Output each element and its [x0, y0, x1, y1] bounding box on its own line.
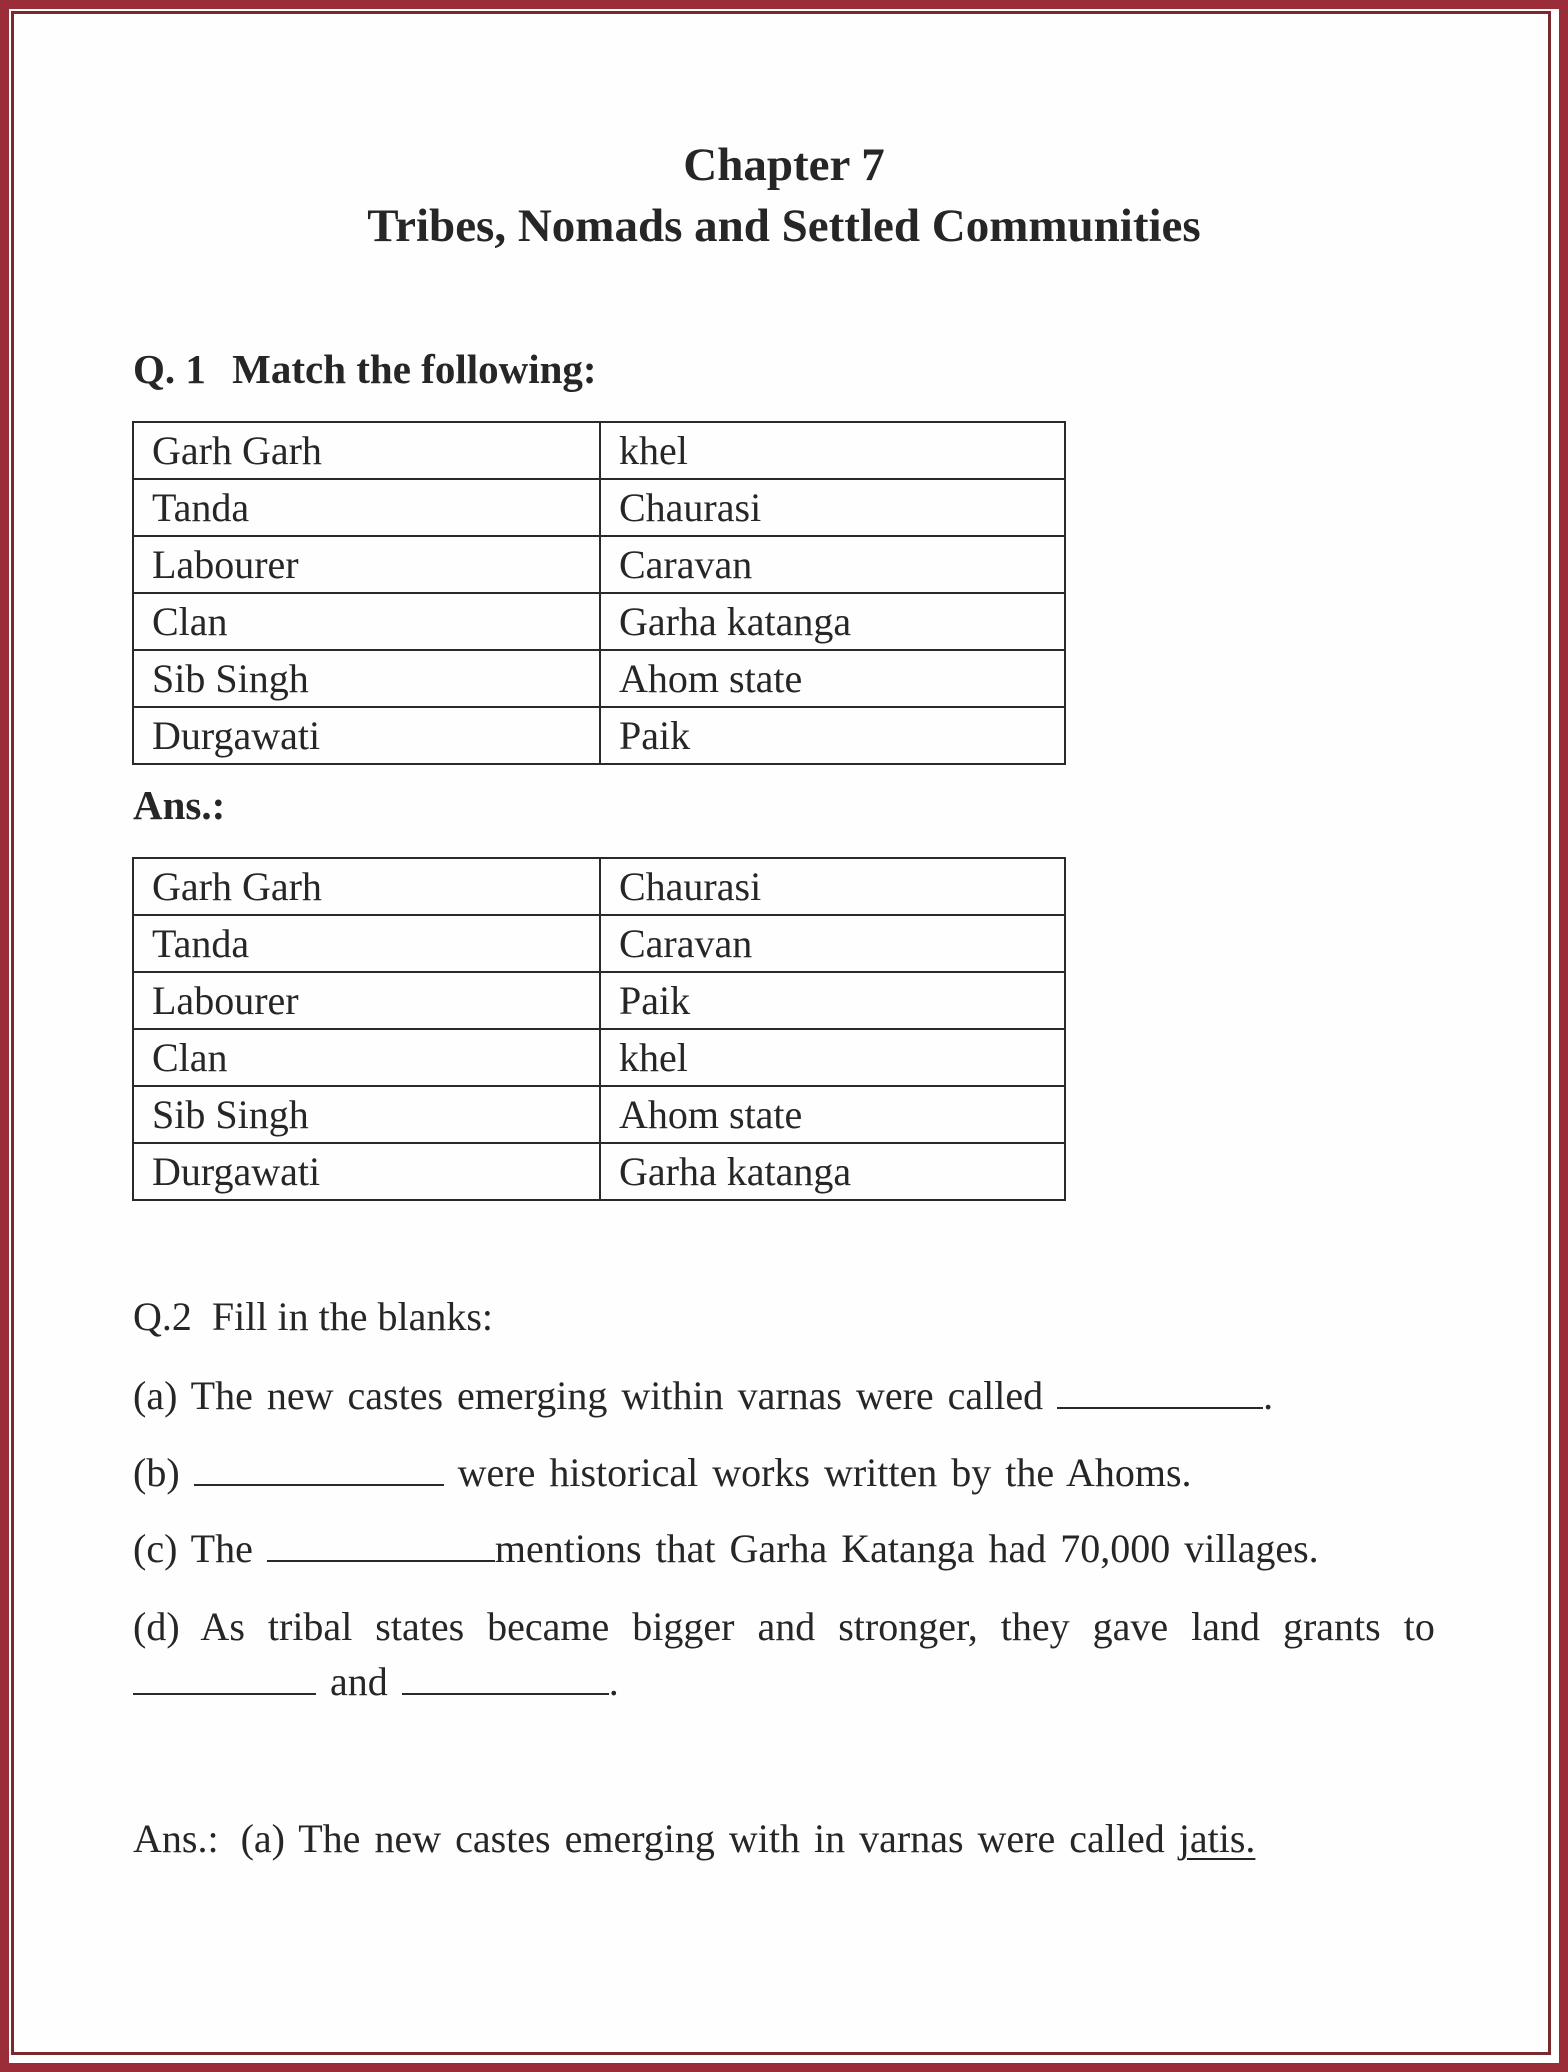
q1-prompt: Match the following:	[232, 346, 597, 392]
q2-answer-label: Ans.:	[133, 1816, 219, 1861]
table-cell-right: Ahom state	[600, 1086, 1065, 1143]
table-cell-right: khel	[600, 1029, 1065, 1086]
table-cell-left: Durgawati	[133, 1143, 600, 1200]
table-cell-right: Chaurasi	[600, 858, 1065, 915]
blank-line	[402, 1663, 609, 1695]
q2-heading: Q.2 Fill in the blanks:	[133, 1294, 493, 1339]
table-cell-right: Paik	[600, 972, 1065, 1029]
table-cell-left: Tanda	[133, 915, 600, 972]
table-cell-right: Caravan	[600, 536, 1065, 593]
table-row	[133, 593, 1065, 650]
chapter-title: Tribes, Nomads and Settled Communities	[367, 200, 1201, 252]
blank-line	[267, 1530, 495, 1562]
table-cell-left: Tanda	[133, 479, 600, 536]
blank-line	[1057, 1377, 1263, 1409]
table-row	[133, 422, 1065, 479]
table-cell-left: Durgawati	[133, 707, 600, 764]
match-table-answer	[132, 857, 1066, 1201]
fill-item-b	[133, 1448, 1192, 1498]
table-cell-right: Caravan	[600, 915, 1065, 972]
table-cell-left: Garh Garh	[133, 422, 600, 479]
fill-text: mentions that Garha Katanga had 70,000 villages.	[494, 1526, 1319, 1571]
fill-item-c	[133, 1524, 1319, 1574]
table-row	[133, 915, 1065, 972]
table-row	[133, 1143, 1065, 1200]
table-row	[133, 972, 1065, 1029]
table-cell-right: Ahom state	[600, 650, 1065, 707]
match-table-question	[132, 421, 1066, 765]
table-cell-right: Garha katanga	[600, 1143, 1065, 1200]
q2-answer	[133, 1814, 1255, 1864]
table-row	[133, 650, 1065, 707]
fill-text: were historical works written by the Ahoms.	[443, 1450, 1192, 1495]
chapter-number: Chapter 7	[683, 139, 885, 191]
blank-line	[194, 1454, 444, 1486]
fill-text: (c) The	[133, 1526, 267, 1571]
q1-answer-label: Ans.:	[133, 782, 226, 828]
table-cell-right: Chaurasi	[600, 479, 1065, 536]
q1-heading	[133, 343, 597, 395]
table-cell-left: Sib Singh	[133, 1086, 600, 1143]
fill-text: .	[608, 1659, 619, 1704]
fill-text: and	[316, 1659, 402, 1704]
table-cell-left: Clan	[133, 1029, 600, 1086]
q1-number: Q. 1	[133, 346, 206, 392]
table-cell-right: Garha katanga	[600, 593, 1065, 650]
fill-text: (a) The new castes emerging within varnas were called	[133, 1373, 1058, 1418]
table-row	[133, 707, 1065, 764]
table-cell-left: Garh Garh	[133, 858, 600, 915]
table-cell-left: Sib Singh	[133, 650, 600, 707]
q2-answer-word: jatis.	[1178, 1816, 1256, 1861]
table-cell-left: Labourer	[133, 972, 600, 1029]
fill-item-a	[133, 1371, 1273, 1421]
table-row	[133, 536, 1065, 593]
table-cell-left: Labourer	[133, 536, 600, 593]
fill-item-d	[133, 1602, 1433, 1652]
blank-line	[133, 1663, 316, 1695]
fill-text: (d) As tribal states became bigger and stronger, they gave land grants to	[133, 1604, 1435, 1649]
fill-item-d-continued	[133, 1657, 619, 1707]
table-row	[133, 1029, 1065, 1086]
table-cell-left: Clan	[133, 593, 600, 650]
q2-answer-text: (a) The new castes emerging with in varnas were called	[240, 1816, 1179, 1861]
table-cell-right: Paik	[600, 707, 1065, 764]
table-cell-right: khel	[600, 422, 1065, 479]
fill-text: .	[1263, 1373, 1274, 1418]
table-row	[133, 1086, 1065, 1143]
fill-text: (b)	[133, 1450, 194, 1495]
table-row	[133, 858, 1065, 915]
table-row	[133, 479, 1065, 536]
